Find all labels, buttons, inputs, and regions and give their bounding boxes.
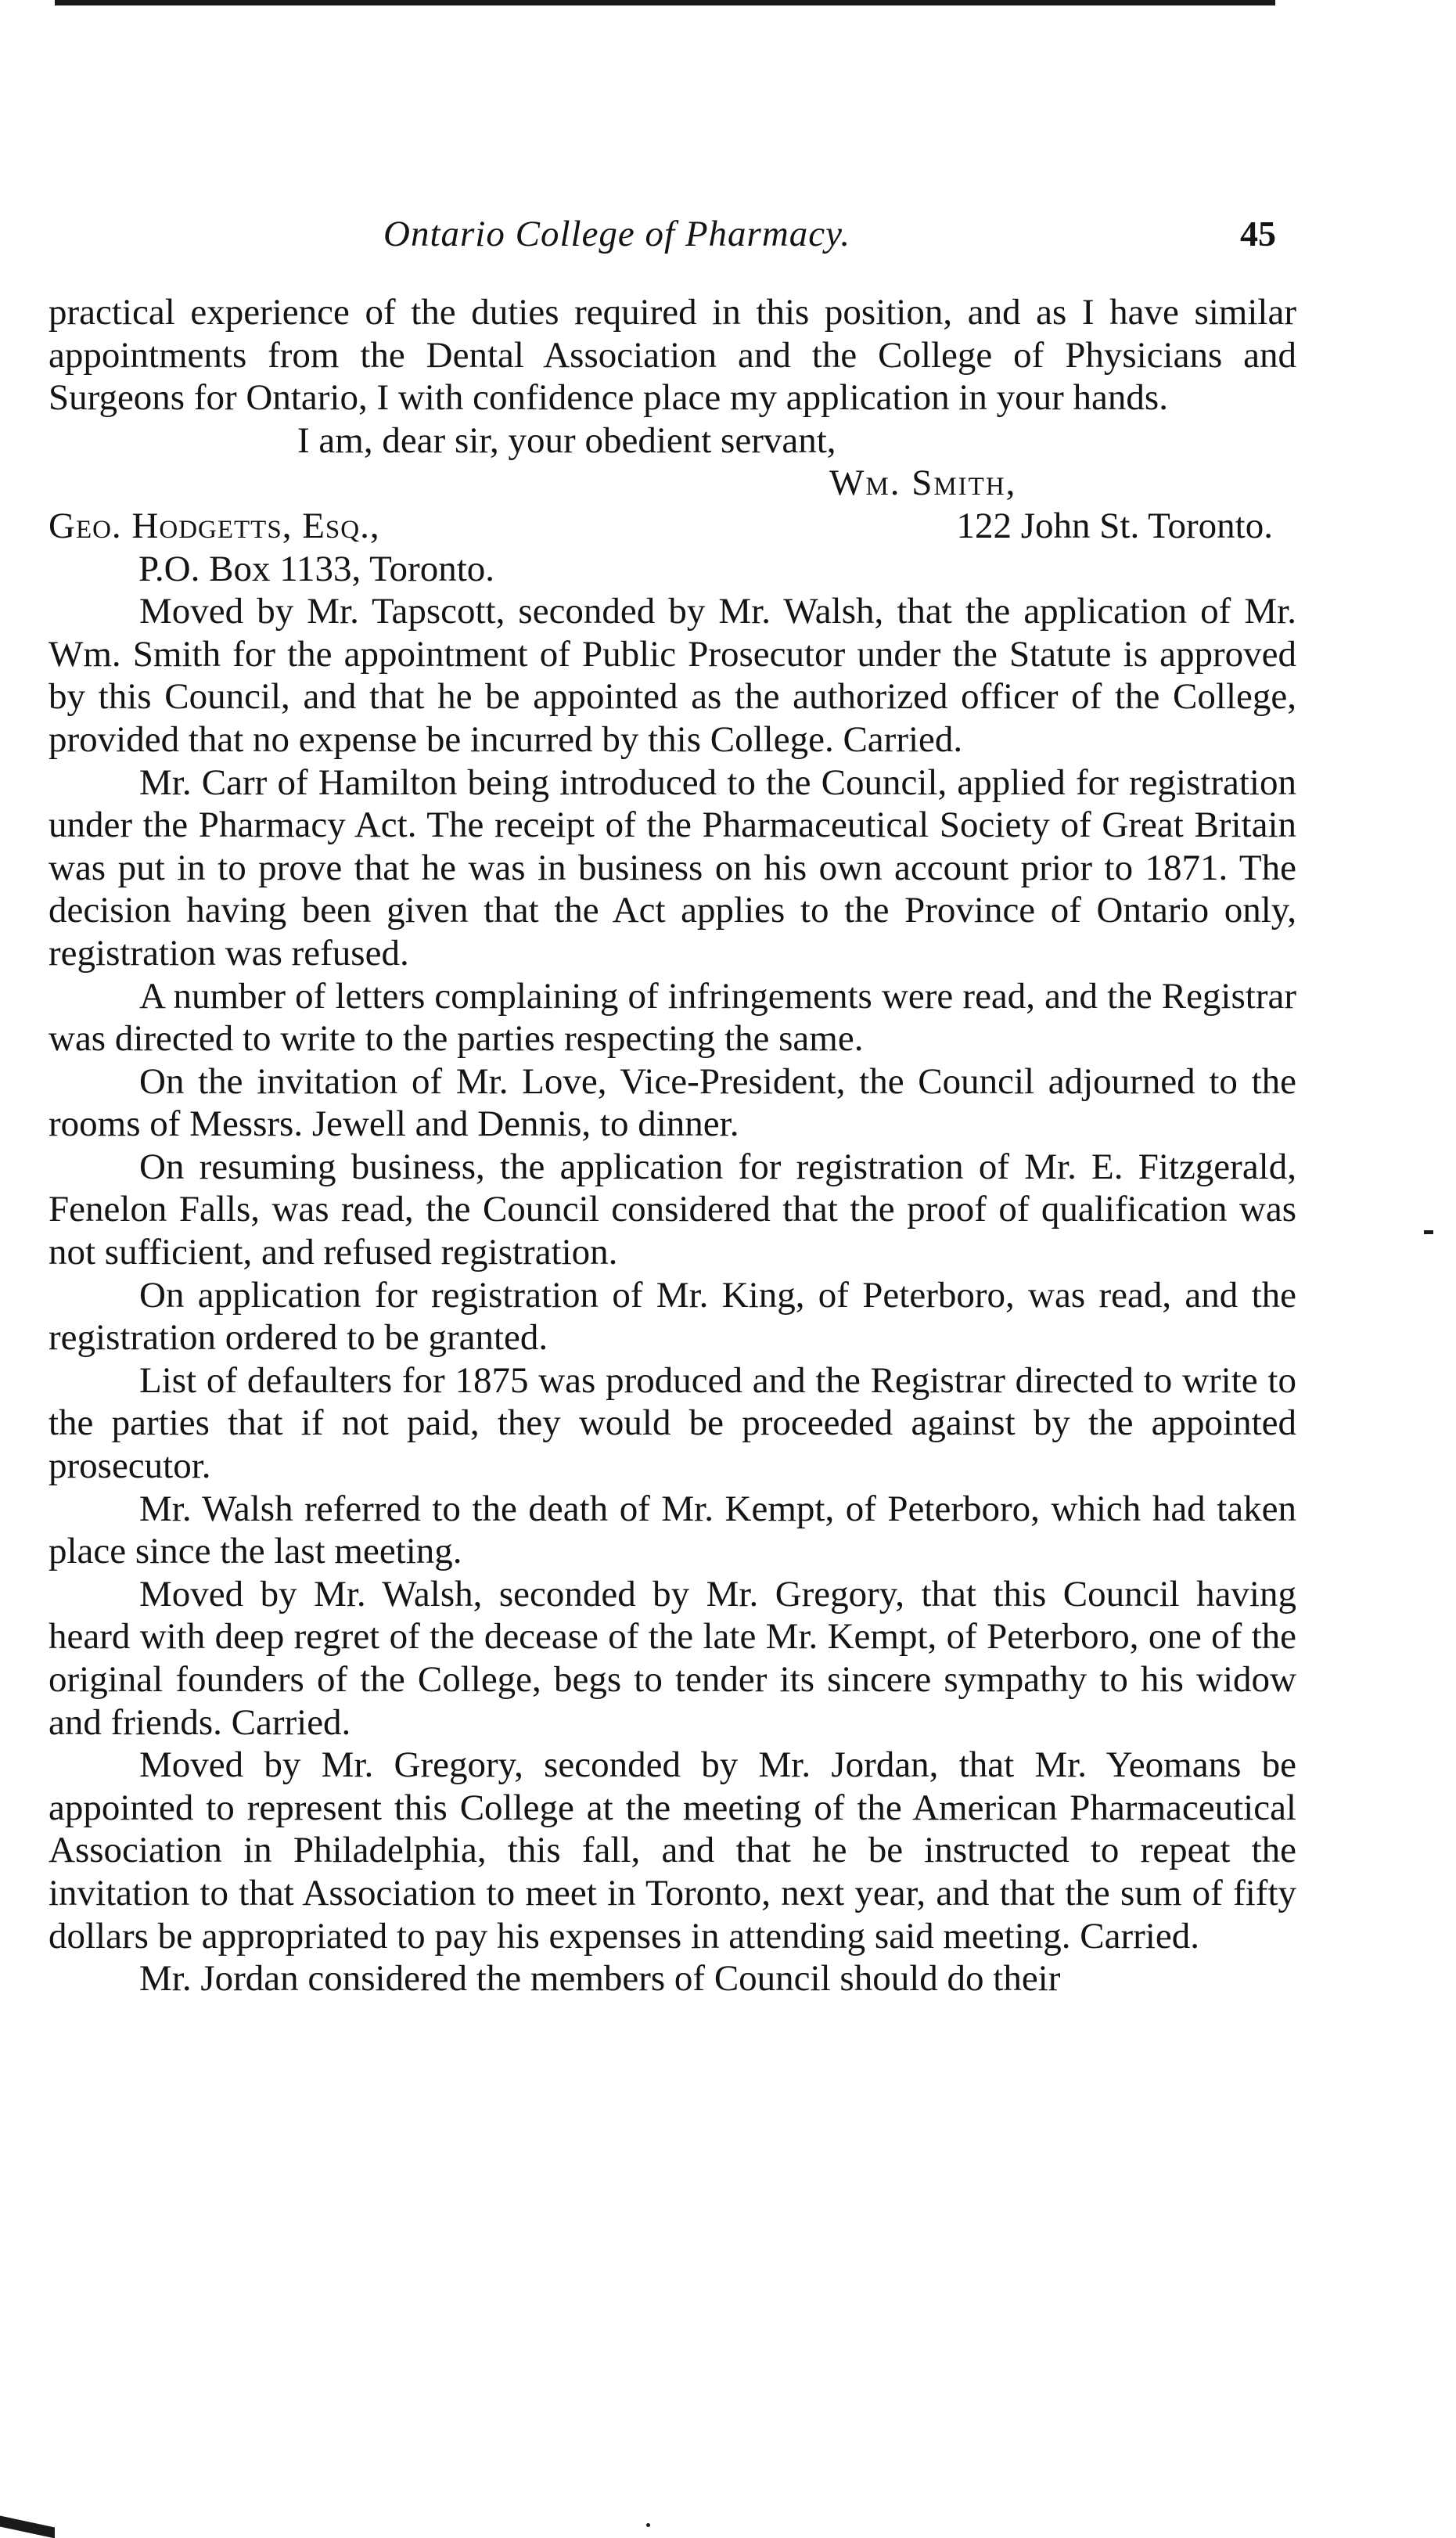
- scan-speck: [1424, 1230, 1433, 1234]
- paragraph-condolence-motion: Moved by Mr. Walsh, seconded by Mr. Gregory, that this Council having heard with deep regret of the decease of the late Mr. Kempt, of Peterboro, one of the original founders of the College, begs to tender its sincere sympathy to his widow and friends. Carried.: [49, 1573, 1296, 1743]
- scan-corner-mark: [0, 2516, 55, 2538]
- page-number: 45: [1240, 214, 1276, 254]
- letter-closing: I am, dear sir, your obedient servant,: [297, 419, 836, 461]
- page-header: [0, 213, 1456, 260]
- paragraph-jordan-remarks: Mr. Jordan considered the members of Council should do their: [139, 1958, 1061, 2000]
- paragraph-adjournment: On the invitation of Mr. Love, Vice-President, the Council adjourned to the rooms of Messrs. Jewell and Dennis, to dinner.: [49, 1060, 1296, 1145]
- paragraph-king-registration: On application for registration of Mr. King, of Peterboro, was read, and the registration ordered to be granted.: [49, 1274, 1296, 1359]
- page-body: [49, 291, 1296, 2000]
- paragraph-carr-registration: Mr. Carr of Hamilton being introduced to the Council, applied for registration under the Pharmacy Act. The receipt of the Pharmaceutical Society of Great Britain was put in to prove that he was in business on his own account prior to 1871. The decision having been given that the Act applies to the Province of Ontario only, registration was refused.: [49, 761, 1296, 974]
- paragraph-kempt-death: Mr. Walsh referred to the death of Mr. Kempt, of Peterboro, which had taken place since the last meeting.: [49, 1488, 1296, 1572]
- signature-name: Wm. Smith,: [829, 463, 1017, 504]
- paragraph-infringement-letters: A number of letters complaining of infringements were read, and the Registrar was directed to write to the parties respecting the same.: [49, 975, 1296, 1060]
- running-title: Ontario College of Pharmacy.: [383, 214, 851, 254]
- letter-body: practical experience of the duties required in this position, and as I have similar appointments from the Dental Association and the College of Physicians and Surgeons for Ontario, I with confidence place my application in your hands.: [49, 292, 1296, 419]
- address-row: [49, 505, 1296, 548]
- addressee-box: P.O. Box 1133, Toronto.: [138, 548, 495, 589]
- sender-address: 122 John St. Toronto.: [956, 505, 1273, 546]
- top-border-rule: [55, 0, 1275, 5]
- addressee-name: Geo. Hodgetts, Esq.,: [49, 505, 380, 546]
- paragraph-fitzgerald-registration: On resuming business, the application for registration of Mr. E. Fitzgerald, Fenelon Falls, was read, the Council considered that the proof of qualification was not sufficient, and refused registration.: [49, 1146, 1296, 1273]
- paragraph-yeomans-motion: Moved by Mr. Gregory, seconded by Mr. Jordan, that Mr. Yeomans be appointed to represent this College at the meeting of the American Pharmaceutical Association in Philadelphia, this fall, and that he be instructed to repeat the invitation to that Association to meet in Toronto, next year, and that the sum of fifty dollars be appropriated to pay his expenses in attending said meeting. Carried.: [49, 1744, 1296, 1957]
- paragraph-public-prosecutor-motion: Moved by Mr. Tapscott, seconded by Mr. Walsh, that the application of Mr. Wm. Smith for the appointment of Public Prosecutor under the Statute is approved by this Council, and that he be appointed as the authorized officer of the College, provided that no expense be incurred by this College. Carried.: [49, 591, 1296, 760]
- scan-dot: [646, 2523, 650, 2527]
- paragraph-defaulters-list: List of defaulters for 1875 was produced and the Registrar directed to write to the parties that if not paid, they would be proceeded against by the appointed prosecutor.: [49, 1359, 1296, 1487]
